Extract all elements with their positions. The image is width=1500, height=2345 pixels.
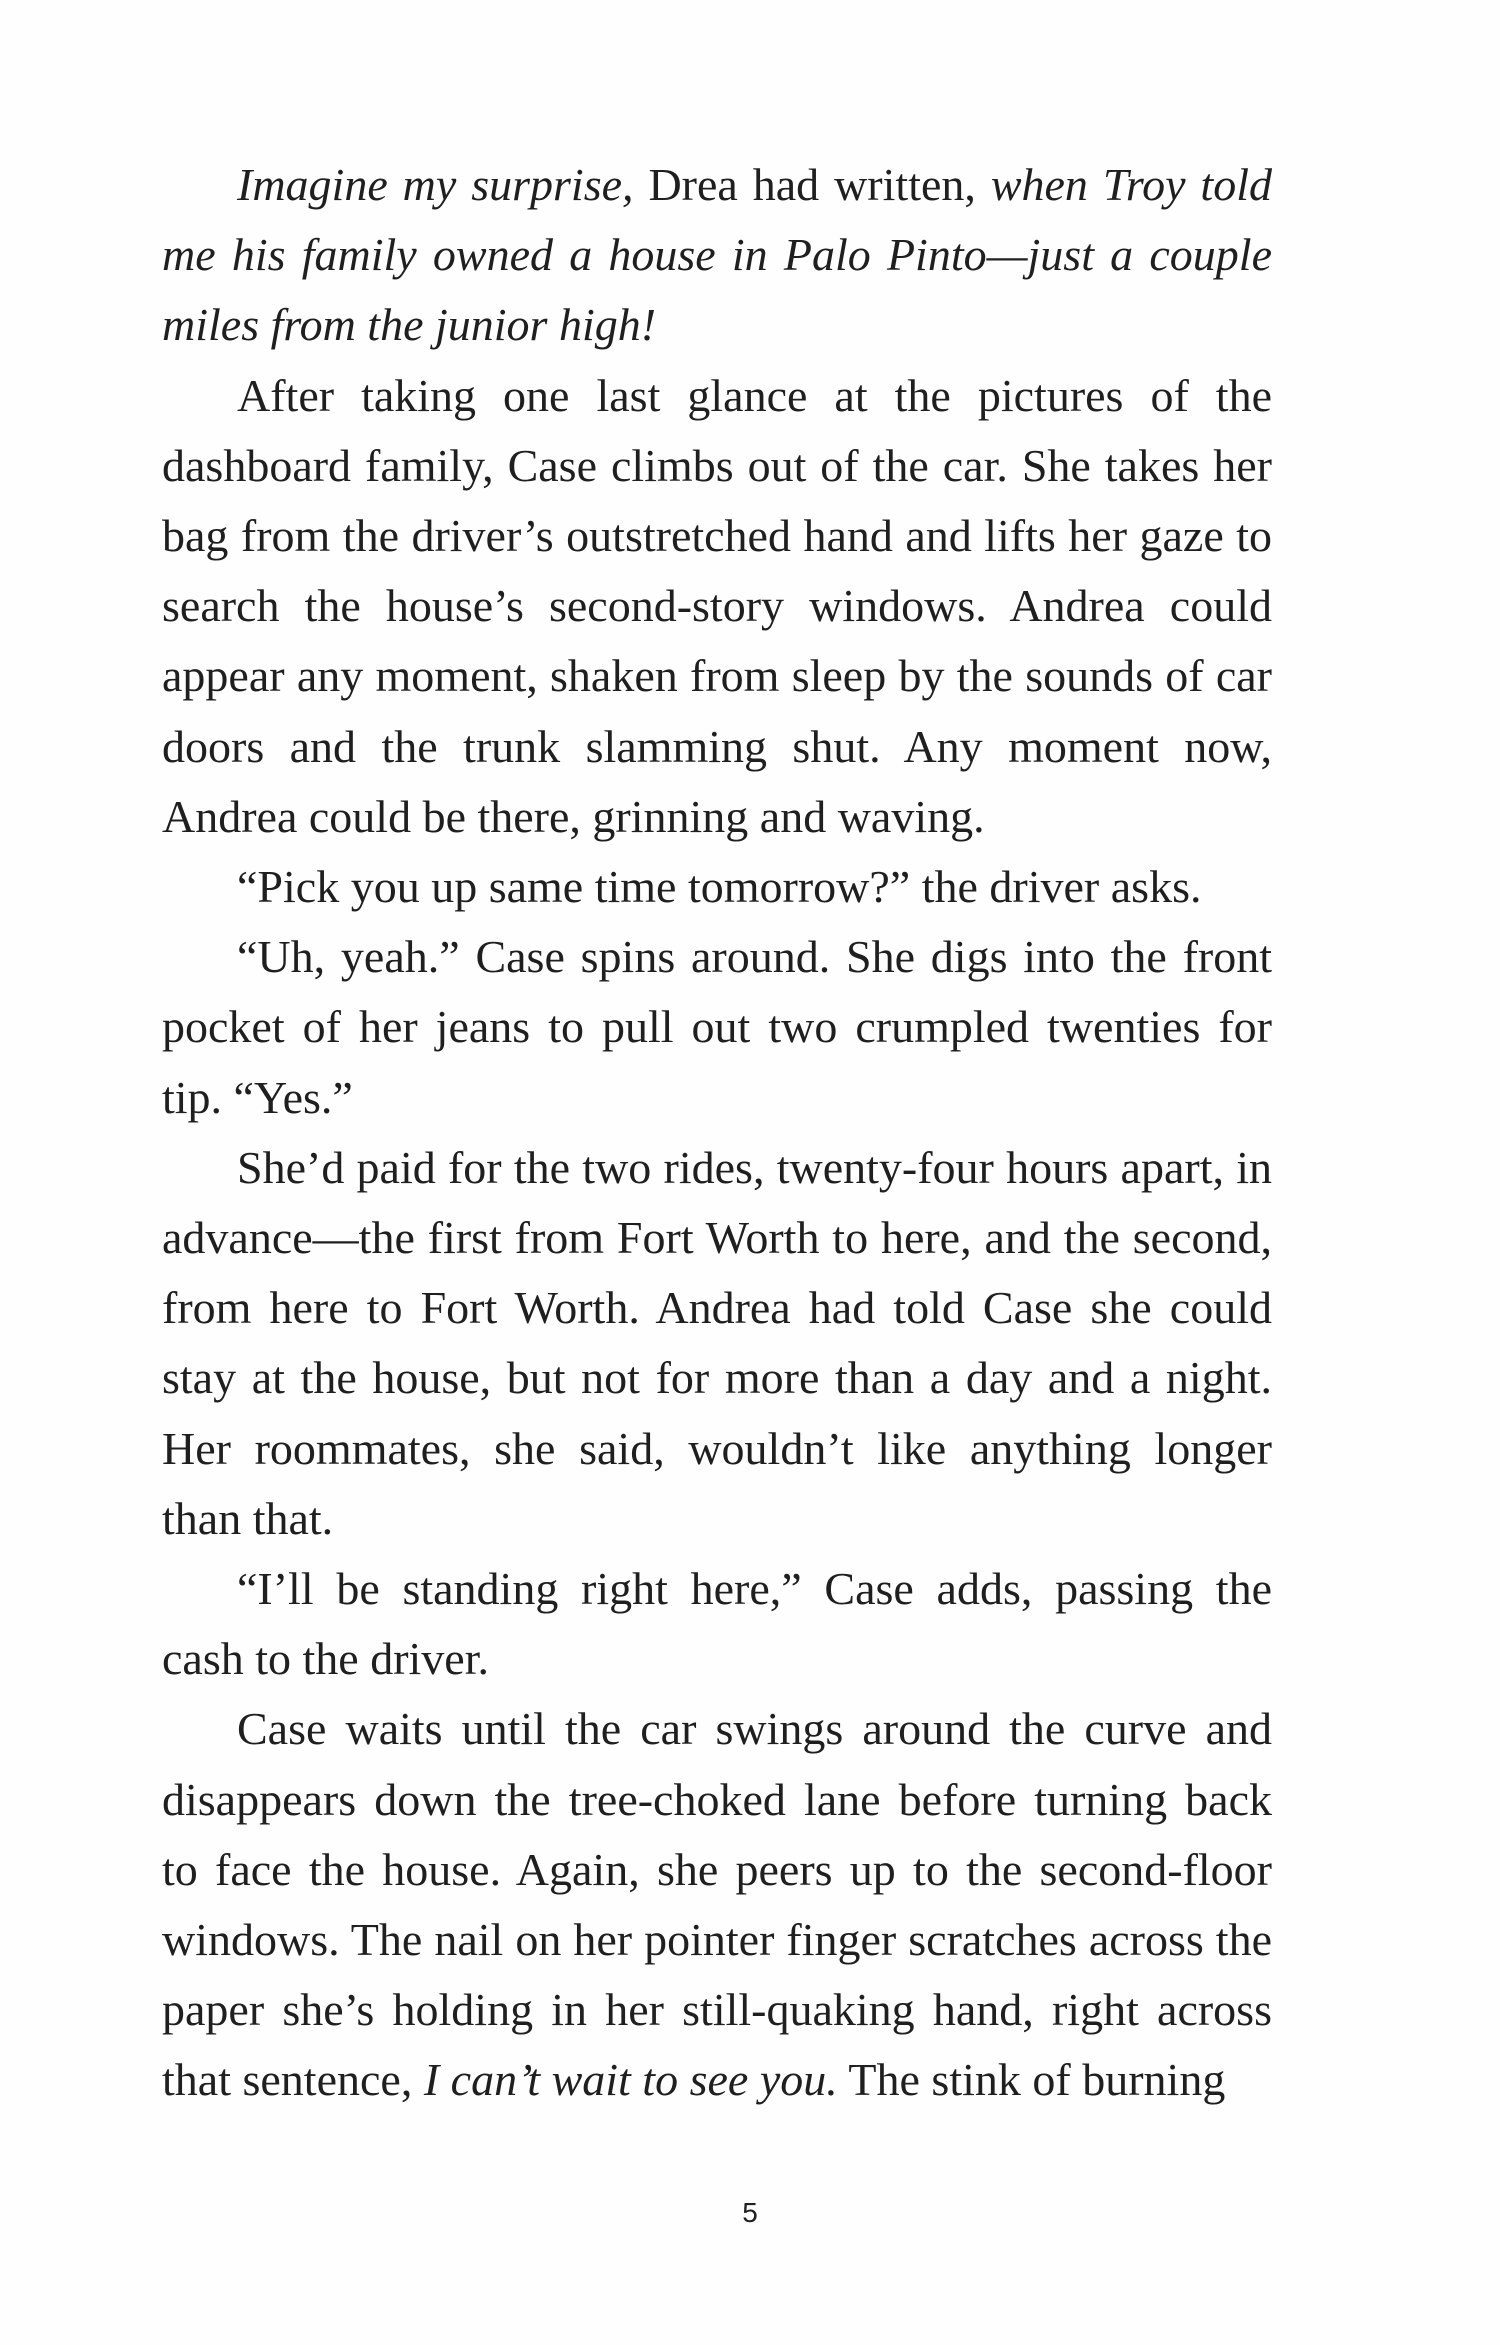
paragraph [162, 852, 1272, 922]
text-segment-italic: when Troy told me his family owned a house in Palo Pinto—just a couple miles from the junior high! [162, 159, 1272, 351]
paragraph [162, 150, 1272, 361]
paragraph [162, 361, 1272, 852]
text-segment: “Uh, yeah.” Case spins around. She digs into the front pocket of her jeans to pull out two crumpled twenties for tip. “Yes.” [162, 931, 1272, 1123]
text-segment: She’d paid for the two rides, twenty-four hours apart, in advance—the first from Fort Worth to here, and the second, from here to Fort Worth. Andrea had told Case she could stay at the house, but not for more than a day and a night. Her roommates, she said, wouldn’t like anything longer than that. [162, 1141, 1272, 1544]
text-segment: The stink of burning [837, 2054, 1226, 2106]
text-segment: “I’ll be standing right here,” Case adds, passing the cash to the driver. [162, 1563, 1272, 1685]
paragraph [162, 1554, 1272, 1694]
text-segment: Case waits until the car swings around the curve and disappears down the tree-choked lane before turning back to face the house. Again, she peers up to the second-floor windows. The nail on her pointer finger scratches across the paper she’s holding in her still-quaking hand, right across that sentence, [162, 1703, 1272, 2106]
paragraph [162, 1133, 1272, 1554]
body-text [162, 150, 1272, 2116]
text-segment: After taking one last glance at the pictures of the dashboard family, Case climbs out of the car. She takes her bag from the driver’s outstretched hand and lifts her gaze to search the house’s second-story windows. Andrea could appear any moment, shaken from sleep by the sounds of car doors and the trunk slamming shut. Any moment now, Andrea could be there, grinning and waving. [162, 369, 1272, 842]
text-segment-italic: Imagine my surprise, [237, 159, 634, 210]
text-segment: Drea had written, [633, 159, 991, 210]
paragraph [162, 1694, 1272, 2115]
paragraph [162, 922, 1272, 1133]
text-segment-italic: I can’t wait to see you. [423, 2054, 838, 2106]
page-number: 5 [742, 2197, 758, 2228]
text-segment: “Pick you up same time tomorrow?” the driver asks. [237, 861, 1202, 913]
